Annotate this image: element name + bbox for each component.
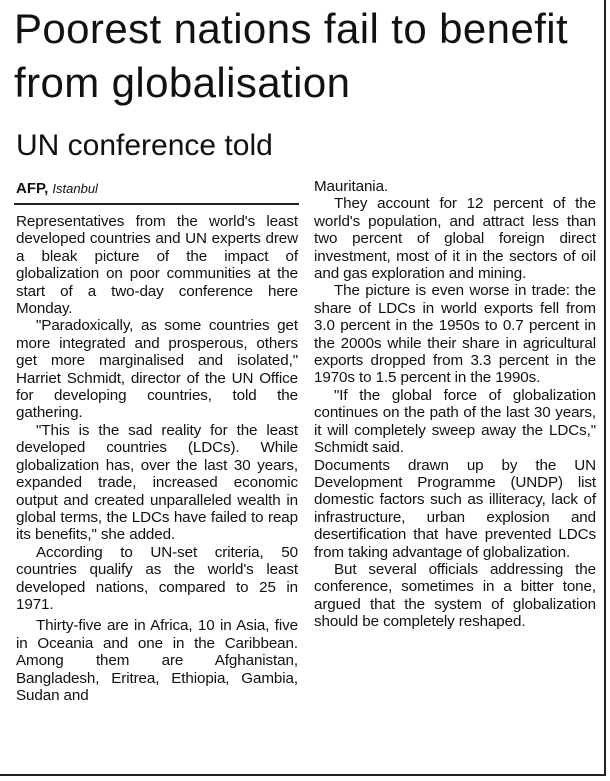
paragraph: Documents drawn up by the UN Development Programme (UNDP) list domestic factors such as illiteracy, lack of infrastructure, urban explosion and desertification that have prevented LDCs from taking advantage of globalization. [314, 456, 596, 561]
paragraph: Thirty-five are in Africa, 10 in Asia, five in Oceania and one in the Caribbean. Among them are Afghanistan, Bangladesh, Eritrea, Ethiopia, Gambia, Sudan and [16, 617, 298, 704]
byline-divider [14, 203, 299, 205]
paragraph: "This is the sad reality for the least developed countries (LDCs). While globalization has, over the last 30 years, expanded trade, increased economic output and created unparalleled wealth in global terms, the LDCs have failed to reap its benefits," she added. [16, 421, 298, 544]
article-column-1 [16, 213, 298, 704]
paragraph: According to UN-set criteria, 50 countries qualify as the world's least developed nations, compared to 25 in 1971. [16, 543, 298, 613]
article-column-2 [314, 178, 596, 631]
subheadline: UN conference told [16, 129, 273, 162]
paragraph: Representatives from the world's least developed countries and UN experts drew a bleak picture of the impact of globalization on poor communities at the start of a two-day conference here Monday. [16, 213, 298, 318]
byline-agency: AFP, [16, 180, 49, 197]
paragraph: Mauritania. [314, 178, 389, 195]
byline [16, 180, 98, 197]
byline-location: Istanbul [52, 181, 98, 196]
paragraph: But several officials addressing the conference, sometimes in a bitter tone, argued that the system of globalization should be completely reshaped. [314, 560, 596, 631]
headline: Poorest nations fail to benefit from globalisation [14, 5, 569, 106]
paragraph: The picture is even worse in trade: the share of LDCs in world exports fell from 3.0 percent in the 1950s to 0.7 percent in the 2000s while their share in agricultural exports dropped from 3.3 percent in the 1970s to 1.5 percent in the 1990s. [314, 282, 596, 387]
paragraph: "If the global force of globalization continues on the path of the last 30 years, it will completely sweep away the LDCs," Schmidt said. [314, 386, 596, 457]
paragraph: They account for 12 percent of the world's population, and attract less than two percent of global foreign direct investment, most of it in the sectors of oil and gas exploration and mining. [314, 195, 596, 283]
paragraph: "Paradoxically, as some countries get more integrated and prosperous, others get more marginalised and isolated," Harriet Schmidt, director of the UN Office for developing countries, told the gathering. [16, 317, 298, 422]
